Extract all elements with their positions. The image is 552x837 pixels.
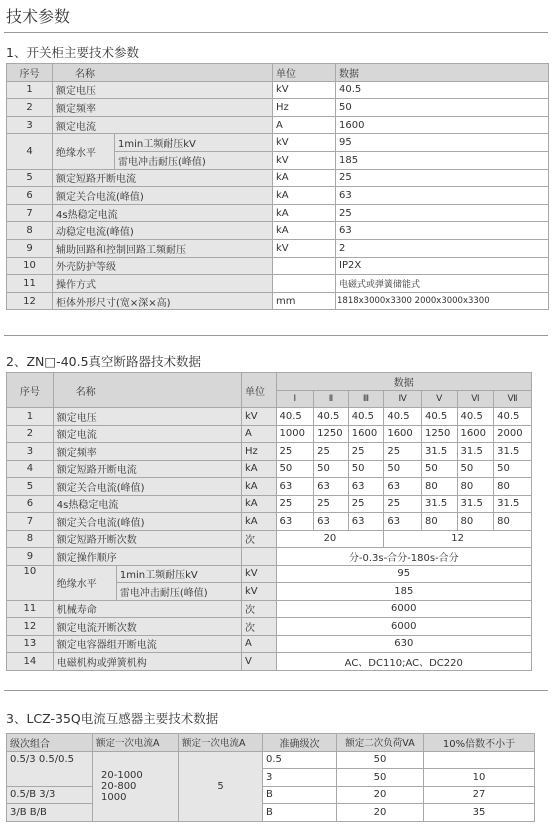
row-name: 电磁机构或弹簧机构 <box>53 653 241 671</box>
row-value: 31.5 <box>421 495 457 513</box>
row-subname: 1min工频耐压kV <box>116 565 241 583</box>
row-unit <box>273 275 336 293</box>
table-header-row <box>7 64 549 82</box>
header-load: 额定二次负荷VA <box>337 734 424 752</box>
row-no: 1 <box>7 81 53 99</box>
row-unit: 次 <box>241 530 276 548</box>
row-unit: Hz <box>241 443 276 461</box>
header-primary-b: 额定一次电流A <box>179 734 263 752</box>
section-2-divider <box>4 690 548 691</box>
row-value: 63 <box>348 478 384 496</box>
col-header: Ⅵ <box>457 390 494 408</box>
row-value: 2000 <box>494 425 532 443</box>
row-name: 额定电流 <box>53 425 241 443</box>
row-value: 80 <box>457 513 494 531</box>
row-value: 25 <box>314 495 349 513</box>
title-divider <box>4 32 548 33</box>
header-no: 序号 <box>7 64 53 82</box>
table-row <box>7 134 549 152</box>
row-value: 40.5 <box>336 81 549 99</box>
row-value: 63 <box>276 478 314 496</box>
section-3-title: 3、LCZ-35Q电流互感器主要技术数据 <box>6 711 219 726</box>
row-name: 机械寿命 <box>53 600 241 618</box>
row-unit: kA <box>273 169 336 187</box>
row-value: IP2X <box>336 257 549 275</box>
row-value: 80 <box>494 513 532 531</box>
row-value: 25 <box>348 443 384 461</box>
row-value: 50 <box>457 460 494 478</box>
table-row <box>7 618 532 636</box>
row-value: 31.5 <box>494 443 532 461</box>
row-unit: kV <box>273 239 336 257</box>
row-value: 1600 <box>457 425 494 443</box>
row-unit <box>241 548 276 566</box>
row-value: 63 <box>314 513 349 531</box>
row-value: 50 <box>348 460 384 478</box>
row-unit: kV <box>241 583 276 601</box>
row-value: 80 <box>494 478 532 496</box>
row-value: 63 <box>336 222 549 240</box>
row-value: 50 <box>336 99 549 117</box>
row-value: 31.5 <box>457 495 494 513</box>
row-value: 185 <box>276 583 531 601</box>
table-row <box>7 751 535 769</box>
table-row <box>7 81 549 99</box>
row-value: 1600 <box>336 116 549 134</box>
row-value: 40.5 <box>421 408 457 426</box>
row-unit: kV <box>241 565 276 583</box>
row-name: 额定短路开断电流 <box>53 460 241 478</box>
row-name: 4s热稳定电流 <box>53 204 273 222</box>
table-row <box>7 204 549 222</box>
row-value: 40.5 <box>384 408 422 426</box>
row-no: 11 <box>7 600 54 618</box>
row-value: 6000 <box>276 618 531 636</box>
row-name: 额定电压 <box>53 81 273 99</box>
table-row <box>7 99 549 117</box>
table-row <box>7 513 532 531</box>
row-value: 25 <box>384 443 422 461</box>
table-row <box>7 425 532 443</box>
row-no: 10 <box>7 257 53 275</box>
combo-cell: 0.5/B 3/3 <box>7 786 93 804</box>
col-header: Ⅶ <box>494 390 532 408</box>
row-unit: kA <box>241 495 276 513</box>
row-name: 操作方式 <box>53 275 273 293</box>
row-value: 63 <box>336 187 549 205</box>
col-header: Ⅲ <box>348 390 384 408</box>
load-cell: 50 <box>337 751 424 769</box>
row-unit: kV <box>273 151 336 169</box>
row-value: 20 <box>276 530 384 548</box>
header-unit: 单位 <box>273 64 336 82</box>
row-no: 11 <box>7 275 53 293</box>
accuracy-cell: 0.5 <box>263 751 337 769</box>
row-subname: 雷电冲击耐压(峰值) <box>116 583 241 601</box>
row-no: 7 <box>7 513 54 531</box>
row-value: 50 <box>314 460 349 478</box>
accuracy-cell: B <box>263 804 337 822</box>
row-unit: kA <box>273 222 336 240</box>
row-no: 6 <box>7 187 53 205</box>
header-data: 数据 <box>276 373 531 391</box>
row-value: 40.5 <box>348 408 384 426</box>
table-row <box>7 187 549 205</box>
row-name: 额定短路开断电流 <box>53 169 273 187</box>
table-row <box>7 786 535 804</box>
row-name: 额定频率 <box>53 99 273 117</box>
load-cell: 20 <box>337 804 424 822</box>
row-value: 63 <box>384 513 422 531</box>
row-subname: 雷电冲击耐压(峰值) <box>115 151 273 169</box>
row-name: 额定关合电流(峰值) <box>53 513 241 531</box>
row-unit: V <box>241 653 276 671</box>
row-value: 31.5 <box>494 495 532 513</box>
header-accuracy: 准确级次 <box>263 734 337 752</box>
row-no: 9 <box>7 548 54 566</box>
row-no: 2 <box>7 425 54 443</box>
row-name: 额定电流开断次数 <box>53 618 241 636</box>
row-no: 12 <box>7 618 54 636</box>
row-unit: kA <box>241 513 276 531</box>
row-unit: A <box>241 635 276 653</box>
row-name: 额定电容器组开断电流 <box>53 635 241 653</box>
table-header-row <box>7 373 532 391</box>
table-row <box>7 408 532 426</box>
primary-current-a: 20-1000 20-800 1000 <box>93 751 179 821</box>
multiple-cell: 27 <box>424 786 535 804</box>
row-value: 63 <box>348 513 384 531</box>
row-value: 6000 <box>276 600 531 618</box>
table-row <box>7 635 532 653</box>
header-value: 数据 <box>336 64 549 82</box>
table-row <box>7 460 532 478</box>
row-value: 25 <box>336 169 549 187</box>
row-value: 63 <box>384 478 422 496</box>
row-value: 50 <box>384 460 422 478</box>
table-row <box>7 257 549 275</box>
table-row <box>7 222 549 240</box>
col-header: Ⅱ <box>314 390 349 408</box>
row-no: 12 <box>7 292 53 310</box>
row-unit: kV <box>273 81 336 99</box>
table-row <box>7 804 535 822</box>
row-no: 13 <box>7 635 54 653</box>
combo-cell: 0.5/3 0.5/0.5 <box>7 751 93 786</box>
row-unit <box>273 257 336 275</box>
row-name: 额定关合电流(峰值) <box>53 478 241 496</box>
row-no: 3 <box>7 116 53 134</box>
table-row <box>7 548 532 566</box>
row-value: 1250 <box>314 425 349 443</box>
table-row <box>7 169 549 187</box>
page-title: 技术参数 <box>6 7 71 26</box>
breaker-basic-rows <box>7 408 532 531</box>
row-value: 50 <box>494 460 532 478</box>
table-row <box>7 116 549 134</box>
table-row <box>7 600 532 618</box>
header-no: 序号 <box>7 373 54 408</box>
row-value: 50 <box>276 460 314 478</box>
row-no: 8 <box>7 222 53 240</box>
row-value: 25 <box>348 495 384 513</box>
row-value: 25 <box>276 495 314 513</box>
row-value: 80 <box>457 478 494 496</box>
row-no: 4 <box>7 460 54 478</box>
row-value: 40.5 <box>276 408 314 426</box>
table-row <box>7 478 532 496</box>
header-multiple: 10%倍数不小于 <box>424 734 535 752</box>
section-1-divider <box>4 335 548 336</box>
row-no: 3 <box>7 443 54 461</box>
table-row <box>7 653 532 671</box>
multiple-cell: 10 <box>424 769 535 787</box>
row-name: 柜体外形尺寸(宽×深×高) <box>53 292 273 310</box>
row-subname: 1min工频耐压kV <box>115 134 273 152</box>
row-no: 7 <box>7 204 53 222</box>
row-no: 8 <box>7 530 54 548</box>
switchgear-params-table <box>6 63 549 310</box>
row-value: 1600 <box>384 425 422 443</box>
row-value: 63 <box>276 513 314 531</box>
row-name: 4s热稳定电流 <box>53 495 241 513</box>
col-header: Ⅰ <box>276 390 314 408</box>
header-combo: 级次组合 <box>7 734 93 752</box>
header-name: 名称 <box>53 64 273 82</box>
row-value: 40.5 <box>314 408 349 426</box>
table-row <box>7 565 532 583</box>
row-name: 动稳定电流(峰值) <box>53 222 273 240</box>
row-unit: mm <box>273 292 336 310</box>
row-unit: A <box>273 116 336 134</box>
table-row <box>7 292 549 310</box>
row-name: 额定电流 <box>53 116 273 134</box>
header-unit: 单位 <box>241 373 276 408</box>
row-value: 80 <box>421 513 457 531</box>
row-value: 2 <box>336 239 549 257</box>
row-value: 电磁式或弹簧储能式 <box>336 275 549 293</box>
row-value: AC、DC110;AC、DC220 <box>276 653 531 671</box>
row-value: 95 <box>336 134 549 152</box>
row-value: 95 <box>276 565 531 583</box>
table-row <box>7 239 549 257</box>
row-name: 额定短路开断次数 <box>53 530 241 548</box>
row-value: 63 <box>314 478 349 496</box>
header-name: 名称 <box>53 373 241 408</box>
row-value: 1250 <box>421 425 457 443</box>
row-value: 50 <box>421 460 457 478</box>
load-cell: 20 <box>337 786 424 804</box>
table-row <box>7 275 549 293</box>
row-unit: kV <box>241 408 276 426</box>
row-name: 额定操作顺序 <box>53 548 241 566</box>
row-no: 1 <box>7 408 54 426</box>
row-value: 1600 <box>348 425 384 443</box>
primary-current-b: 5 <box>179 751 263 821</box>
row-unit: Hz <box>273 99 336 117</box>
row-no: 9 <box>7 239 53 257</box>
row-value: 25 <box>384 495 422 513</box>
row-unit: kA <box>241 478 276 496</box>
row-unit: 次 <box>241 600 276 618</box>
row-name: 外壳防护等级 <box>53 257 273 275</box>
row-value: 12 <box>384 530 532 548</box>
row-value: 80 <box>421 478 457 496</box>
header-primary-a: 额定一次电流A <box>93 734 179 752</box>
row-no: 10 <box>7 565 54 600</box>
row-unit: kV <box>273 134 336 152</box>
row-name: 额定关合电流(峰值) <box>53 187 273 205</box>
row-no: 5 <box>7 478 54 496</box>
breaker-data-table <box>6 372 532 671</box>
table-row <box>7 530 532 548</box>
row-value: 630 <box>276 635 531 653</box>
col-header: Ⅴ <box>421 390 457 408</box>
row-no: 6 <box>7 495 54 513</box>
row-unit: A <box>241 425 276 443</box>
row-value: 25 <box>314 443 349 461</box>
row-value: 31.5 <box>421 443 457 461</box>
row-unit: kA <box>241 460 276 478</box>
load-cell: 50 <box>337 769 424 787</box>
row-value: 185 <box>336 151 549 169</box>
row-value: 31.5 <box>457 443 494 461</box>
col-header: Ⅳ <box>384 390 422 408</box>
row-value: 25 <box>336 204 549 222</box>
row-value: 1818x3000x3300 2000x3000x3300 <box>336 292 549 310</box>
row-name: 辅助回路和控制回路工频耐压 <box>53 239 273 257</box>
table-header-row <box>7 734 535 752</box>
row-no: 2 <box>7 99 53 117</box>
row-name: 绝缘水平 <box>53 134 115 169</box>
row-name: 额定频率 <box>53 443 241 461</box>
combo-cell: 3/B B/B <box>7 804 93 822</box>
section-2-title: 2、ZN□-40.5真空断路器技术数据 <box>6 354 202 369</box>
row-unit: 次 <box>241 618 276 636</box>
accuracy-cell: B <box>263 786 337 804</box>
row-no: 14 <box>7 653 54 671</box>
row-value: 1000 <box>276 425 314 443</box>
row-unit: kA <box>273 187 336 205</box>
accuracy-cell: 3 <box>263 769 337 787</box>
table-row <box>7 443 532 461</box>
section-1-title: 1、开关柜主要技术参数 <box>6 45 139 60</box>
row-no: 4 <box>7 134 53 169</box>
row-value: 25 <box>276 443 314 461</box>
row-unit: kA <box>273 204 336 222</box>
row-no: 5 <box>7 169 53 187</box>
row-value: 40.5 <box>457 408 494 426</box>
multiple-cell <box>424 751 535 769</box>
ct-data-table <box>6 733 535 822</box>
table-row <box>7 495 532 513</box>
multiple-cell: 35 <box>424 804 535 822</box>
row-name: 额定电压 <box>53 408 241 426</box>
row-value: 40.5 <box>494 408 532 426</box>
row-name: 绝缘水平 <box>53 565 116 600</box>
row-value: 分-0.3s-合分-180s-合分 <box>276 548 531 566</box>
